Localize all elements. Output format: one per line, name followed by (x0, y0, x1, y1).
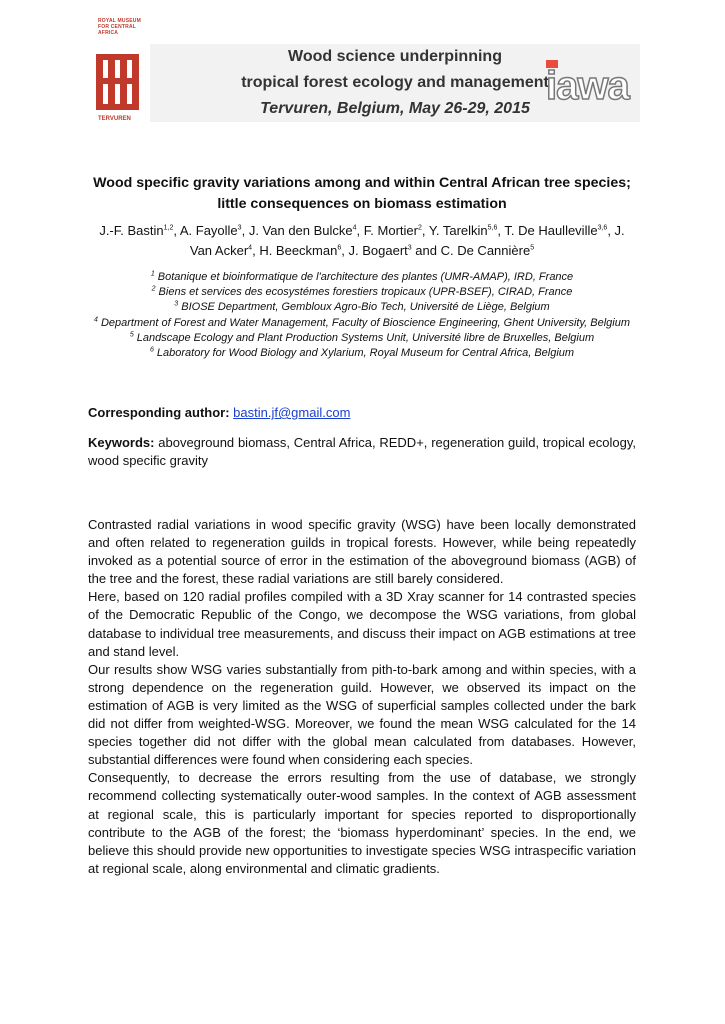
affiliation-text: Biens et services des ecosystémes forestiers tropicaux (UPR-BSEF), CIRAD, France (155, 286, 573, 299)
author-affiliation-sup: 3 (237, 224, 242, 232)
affiliation-number: 1 (150, 270, 155, 278)
author-affiliation-sup: 6 (337, 244, 342, 252)
author-affiliation-sup: 4 (248, 244, 253, 252)
author-affiliation-sup: 4 (352, 224, 357, 232)
author-name: H. Beeckman (259, 243, 338, 258)
museum-name: ROYAL MUSEUM FOR CENTRAL AFRICA (98, 18, 141, 36)
author-affiliation-sup: 3 (407, 244, 412, 252)
abstract-paragraph: Contrasted radial variations in wood specific gravity (WSG) have been locally demonstrated and often related to regeneration guilds in tropical forests. However, while being repeatedly invoked as a potential source of error in the estimation of the aboveground biomass (AGB) of the tree and the forest, these radial variations are still barely considered. (88, 517, 636, 587)
author-name: J. Van den Bulcke (248, 223, 353, 238)
affiliation-number: 3 (174, 300, 179, 308)
iawa-logo (546, 60, 656, 108)
author-name: Y. Tarelkin (428, 223, 488, 238)
author-separator: , (341, 243, 349, 258)
author-separator: , (356, 223, 364, 238)
author-name: J. Bogaert (348, 243, 408, 258)
author-separator: , (252, 243, 260, 258)
author-affiliation-sup: 5,6 (487, 224, 498, 232)
author-name: J.-F. Bastin (99, 223, 164, 238)
author-separator: , (241, 223, 249, 238)
affiliation-text: Laboratory for Wood Biology and Xylarium, Royal Museum for Central Africa, Belgium (153, 347, 575, 360)
author-separator: , (607, 223, 615, 238)
museum-city: TERVUREN (98, 116, 131, 122)
author-affiliation-sup: 1,2 (163, 224, 174, 232)
author-list (88, 221, 636, 261)
affiliation-text: BIOSE Department, Gembloux Agro-Bio Tech, Université de Liège, Belgium (178, 301, 550, 314)
author-name: T. De Haulleville (504, 223, 598, 238)
affiliation-item (88, 270, 636, 285)
affiliation-number: 4 (93, 315, 98, 323)
author-separator: , (497, 223, 505, 238)
conference-title-line1: Wood science underpinning (288, 48, 502, 65)
affiliation-item (88, 346, 636, 361)
affiliation-number: 5 (129, 331, 134, 339)
africa-logo-icon (90, 50, 146, 114)
abstract-paragraph: Here, based on 120 radial profiles compiled with a 3D Xray scanner for 14 contrasted species of the Democratic Republic of the Congo, we decompose the WSG variations, from global database to individual tree measurements, and discuss their impact on AGB estimations at tree and stand level. (88, 589, 636, 659)
author-name: C. De Cannière (440, 243, 531, 258)
author-separator: and (411, 243, 441, 258)
conference-header (0, 0, 725, 130)
abstract-paragraph: Our results show WSG varies substantially from pith-to-bark among and within species, with a strong dependence on the regeneration guild. However, we observed its impact on the estimation of AGB is very limited as the WSG of superficial samples collected under the bark did not differ from weighted-WSG. Moreover, we found the mean WSG calculated for the 14 species together did not differ with the global mean calculated from databases. However, substantial differences were found when considering each species. (88, 661, 636, 768)
corresponding-label: Corresponding author: (88, 405, 230, 420)
affiliation-item (88, 316, 636, 331)
conference-title-line3: Tervuren, Belgium, May 26-29, 2015 (260, 100, 530, 117)
affiliation-number: 6 (149, 346, 154, 354)
author-name: A. Fayolle (179, 223, 238, 238)
author-affiliation-sup: 2 (417, 224, 422, 232)
keywords (88, 434, 636, 470)
author-name: J. Van Acker (189, 223, 625, 258)
affiliation-text: Landscape Ecology and Plant Production Systems Unit, Université libre de Bruxelles, Belgium (133, 331, 595, 344)
abstract-paragraph: Consequently, to decrease the errors resulting from the use of database, we strongly recommend collecting systematically outer-wood samples. In the context of AGB assessment at regional scale, this is particularly important for species reported to disproportionally contribute to the AGB of the forest; the ‘biomass hyperdominant’ species. In the end, we believe this should provide new opportunities to investigate species WSG intraspecific variation at regional scale, along environmental and climatic gradients. (88, 770, 636, 876)
affiliation-number: 2 (151, 285, 156, 293)
author-affiliation-sup: 3,6 (597, 224, 608, 232)
iawa-logo-text: iawa (546, 64, 629, 108)
conference-title-line2: tropical forest ecology and management (241, 74, 549, 91)
corresponding-author (88, 404, 350, 422)
corresponding-email-link[interactable]: bastin.jf@gmail.com (233, 405, 351, 420)
keywords-label: Keywords: (88, 435, 155, 450)
affiliation-text: Department of Forest and Water Management, Faculty of Bioscience Engineering, Ghent University, Belgium (97, 316, 631, 329)
paper-title: Wood specific gravity variations among and within Central African tree species; little consequences on biomass estimation (93, 175, 631, 212)
author-separator: , (421, 223, 429, 238)
affiliation-item (88, 331, 636, 346)
rmca-logo (88, 14, 148, 124)
affiliation-item (88, 300, 636, 315)
affiliation-item (88, 285, 636, 300)
abstract (88, 516, 636, 878)
affiliation-text: Botanique et bioinformatique de l'architecture des plantes (UMR-AMAP), IRD, France (154, 271, 574, 283)
author-name: F. Mortier (363, 223, 418, 238)
author-separator: , (173, 223, 180, 238)
author-affiliation-sup: 5 (530, 244, 535, 252)
keywords-text: aboveground biomass, Central Africa, REDD+, regeneration guild, tropical ecology, wood specific gravity (88, 435, 636, 468)
affiliation-list (88, 270, 636, 361)
